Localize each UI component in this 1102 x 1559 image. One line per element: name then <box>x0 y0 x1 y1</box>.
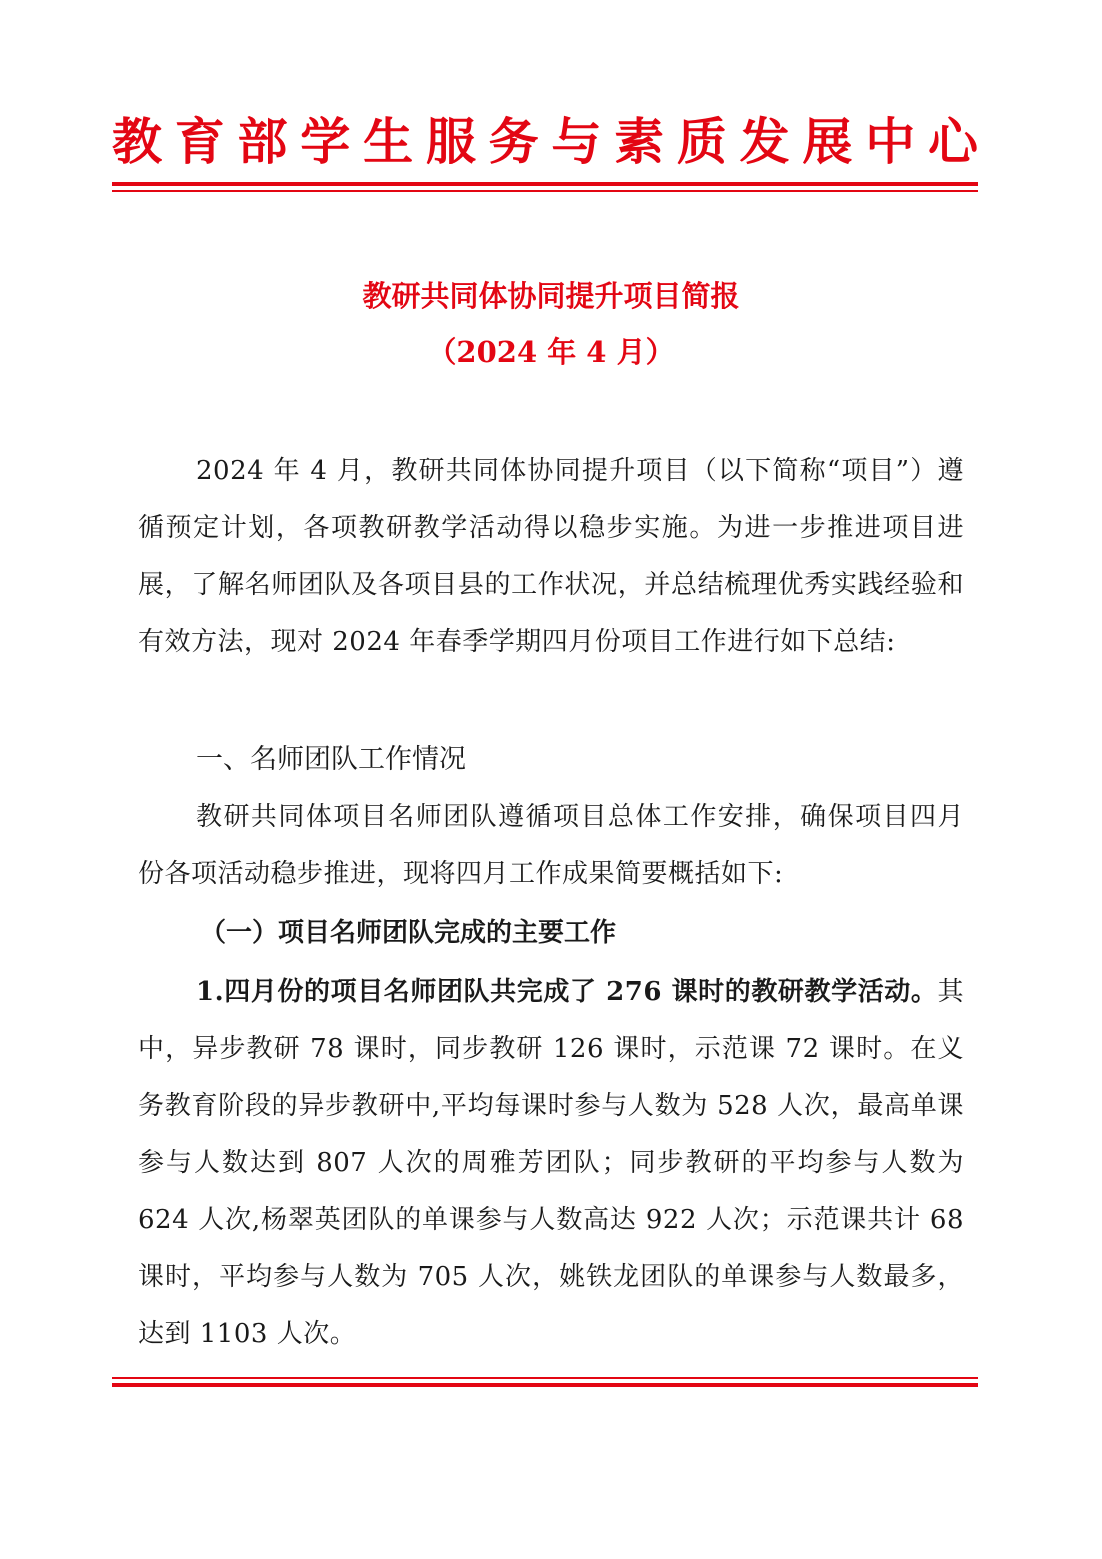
letterhead-char: 心 <box>927 113 978 171</box>
letterhead-rule-thin <box>112 190 978 192</box>
letterhead-char: 育 <box>174 113 225 171</box>
footer-rule-thin <box>112 1377 978 1379</box>
letterhead-char: 务 <box>488 113 539 171</box>
letterhead-char: 质 <box>676 113 727 171</box>
item-paragraph <box>138 964 964 1363</box>
letterhead-char: 部 <box>237 113 288 171</box>
document-title: 教研共同体协同提升项目简报 <box>362 279 740 313</box>
letterhead-char: 发 <box>739 113 790 171</box>
letterhead-char: 与 <box>551 113 602 171</box>
item-lead: 1.四月份的项目名师团队共完成了 276 课时的教研教学活动。 <box>196 977 938 1007</box>
letterhead-char: 中 <box>865 113 916 171</box>
item-body: 其中，异步教研 78 课时，同步教研 126 课时，示范课 72 课时。在义务教育阶段的异步教研中,平均每课时参与人数为 528 人次，最高单课参与人数达到 807 人次的周雅芳团队；同步教研的平均参与人数为 624 人次,杨翠英团队的单课参与人数高达 922 人次；示范课共计 68 课时，平均参与人数为 705 人次，姚铁龙团队的单课参与人数最多，达到 1103 人次。 <box>138 977 964 1349</box>
subsection-heading: （一）项目名师团队完成的主要工作 <box>200 918 617 948</box>
footer-rule-thick <box>112 1383 978 1387</box>
letterhead-char: 素 <box>614 113 665 171</box>
letterhead-char: 展 <box>802 113 853 171</box>
letterhead-char: 生 <box>363 113 414 171</box>
document-subtitle: （2024 年 4 月） <box>427 335 675 369</box>
section-heading: 一、名师团队工作情况 <box>196 744 466 775</box>
letterhead-char: 学 <box>300 113 351 171</box>
section-intro-paragraph: 教研共同体项目名师团队遵循项目总体工作安排，确保项目四月份各项活动稳步推进，现将四月工作成果简要概括如下: <box>138 802 964 889</box>
letterhead-char: 教 <box>112 113 162 171</box>
letterhead-char: 服 <box>425 113 476 171</box>
letterhead-rule-thick <box>112 182 978 186</box>
letterhead-title <box>112 108 978 176</box>
intro-paragraph: 2024 年 4 月，教研共同体协同提升项目（以下简称“项目”）遵循预定计划，各项教研教学活动得以稳步实施。为进一步推进项目进展，了解名师团队及各项目县的工作状况，并总结梳理优秀实践经验和有效方法，现对 2024 年春季学期四月份项目工作进行如下总结: <box>138 456 964 657</box>
